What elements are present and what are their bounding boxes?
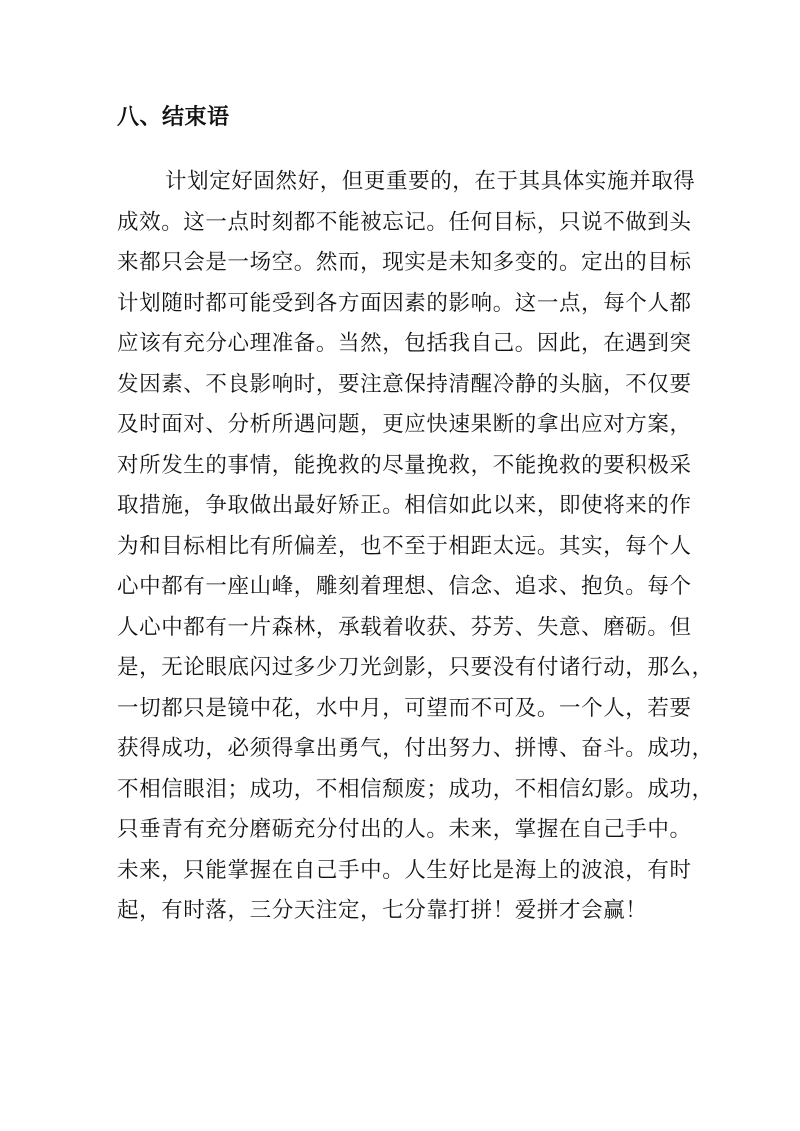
paragraph-line: 未来，只能掌握在自己手中。人生好比是海上的波浪，有时 xyxy=(117,857,692,883)
paragraph-line: 计划定好固然好，但更重要的，在于其具体实施并取得 xyxy=(165,169,696,194)
paragraph-line: 为和目标相比有所偏差，也不至于相距太远。其实，每个人 xyxy=(117,533,692,559)
paragraph-line: 是，无论眼底闪过多少刀光剑影，只要没有付诸行动，那么， xyxy=(117,655,714,680)
paragraph-line: 计划随时都可能受到各方面因素的影响。这一点，每个人都 xyxy=(117,290,692,316)
paragraph-line: 应该有充分心理准备。当然，包括我自己。因此，在遇到突 xyxy=(117,331,692,356)
paragraph-line: 对所发生的事情，能挽救的尽量挽救，不能挽救的要积极采 xyxy=(117,452,692,478)
paragraph-line: 获得成功，必须得拿出勇气，付出努力、拼博、奋斗。成功， xyxy=(117,736,714,761)
paragraph-line: 不相信眼泪；成功，不相信颓废；成功，不相信幻影。成功， xyxy=(117,776,714,802)
paragraph xyxy=(117,162,714,932)
paragraph-line: 起，有时落，三分天注定，七分靠打拼！爱拼才会赢！ xyxy=(117,898,648,923)
paragraph-line: 成效。这一点时刻都不能被忘记。任何目标，只说不做到头 xyxy=(117,209,692,235)
section-heading: 八、结束语 xyxy=(117,105,230,130)
paragraph-line: 发因素、不良影响时，要注意保持清醒冷静的头脑，不仅要 xyxy=(117,371,692,397)
paragraph-line: 心中都有一座山峰，雕刻着理想、信念、追求、抱负。每个 xyxy=(117,574,692,599)
paragraph-line: 来都只会是一场空。然而，现实是未知多变的。定出的目标 xyxy=(117,250,692,275)
paragraph-line: 人心中都有一片森林，承载着收获、芬芳、失意、磨砺。但 xyxy=(117,614,692,640)
paragraph-line: 及时面对、分析所遇问题，更应快速果断的拿出应对方案， xyxy=(117,412,692,437)
paragraph-line: 取措施，争取做出最好矫正。相信如此以来，即使将来的作 xyxy=(117,493,692,518)
paragraph-line: 只垂青有充分磨砺充分付出的人。未来，掌握在自己手中。 xyxy=(117,817,692,842)
paragraph-line: 一切都只是镜中花，水中月，可望而不可及。一个人，若要 xyxy=(117,695,692,721)
